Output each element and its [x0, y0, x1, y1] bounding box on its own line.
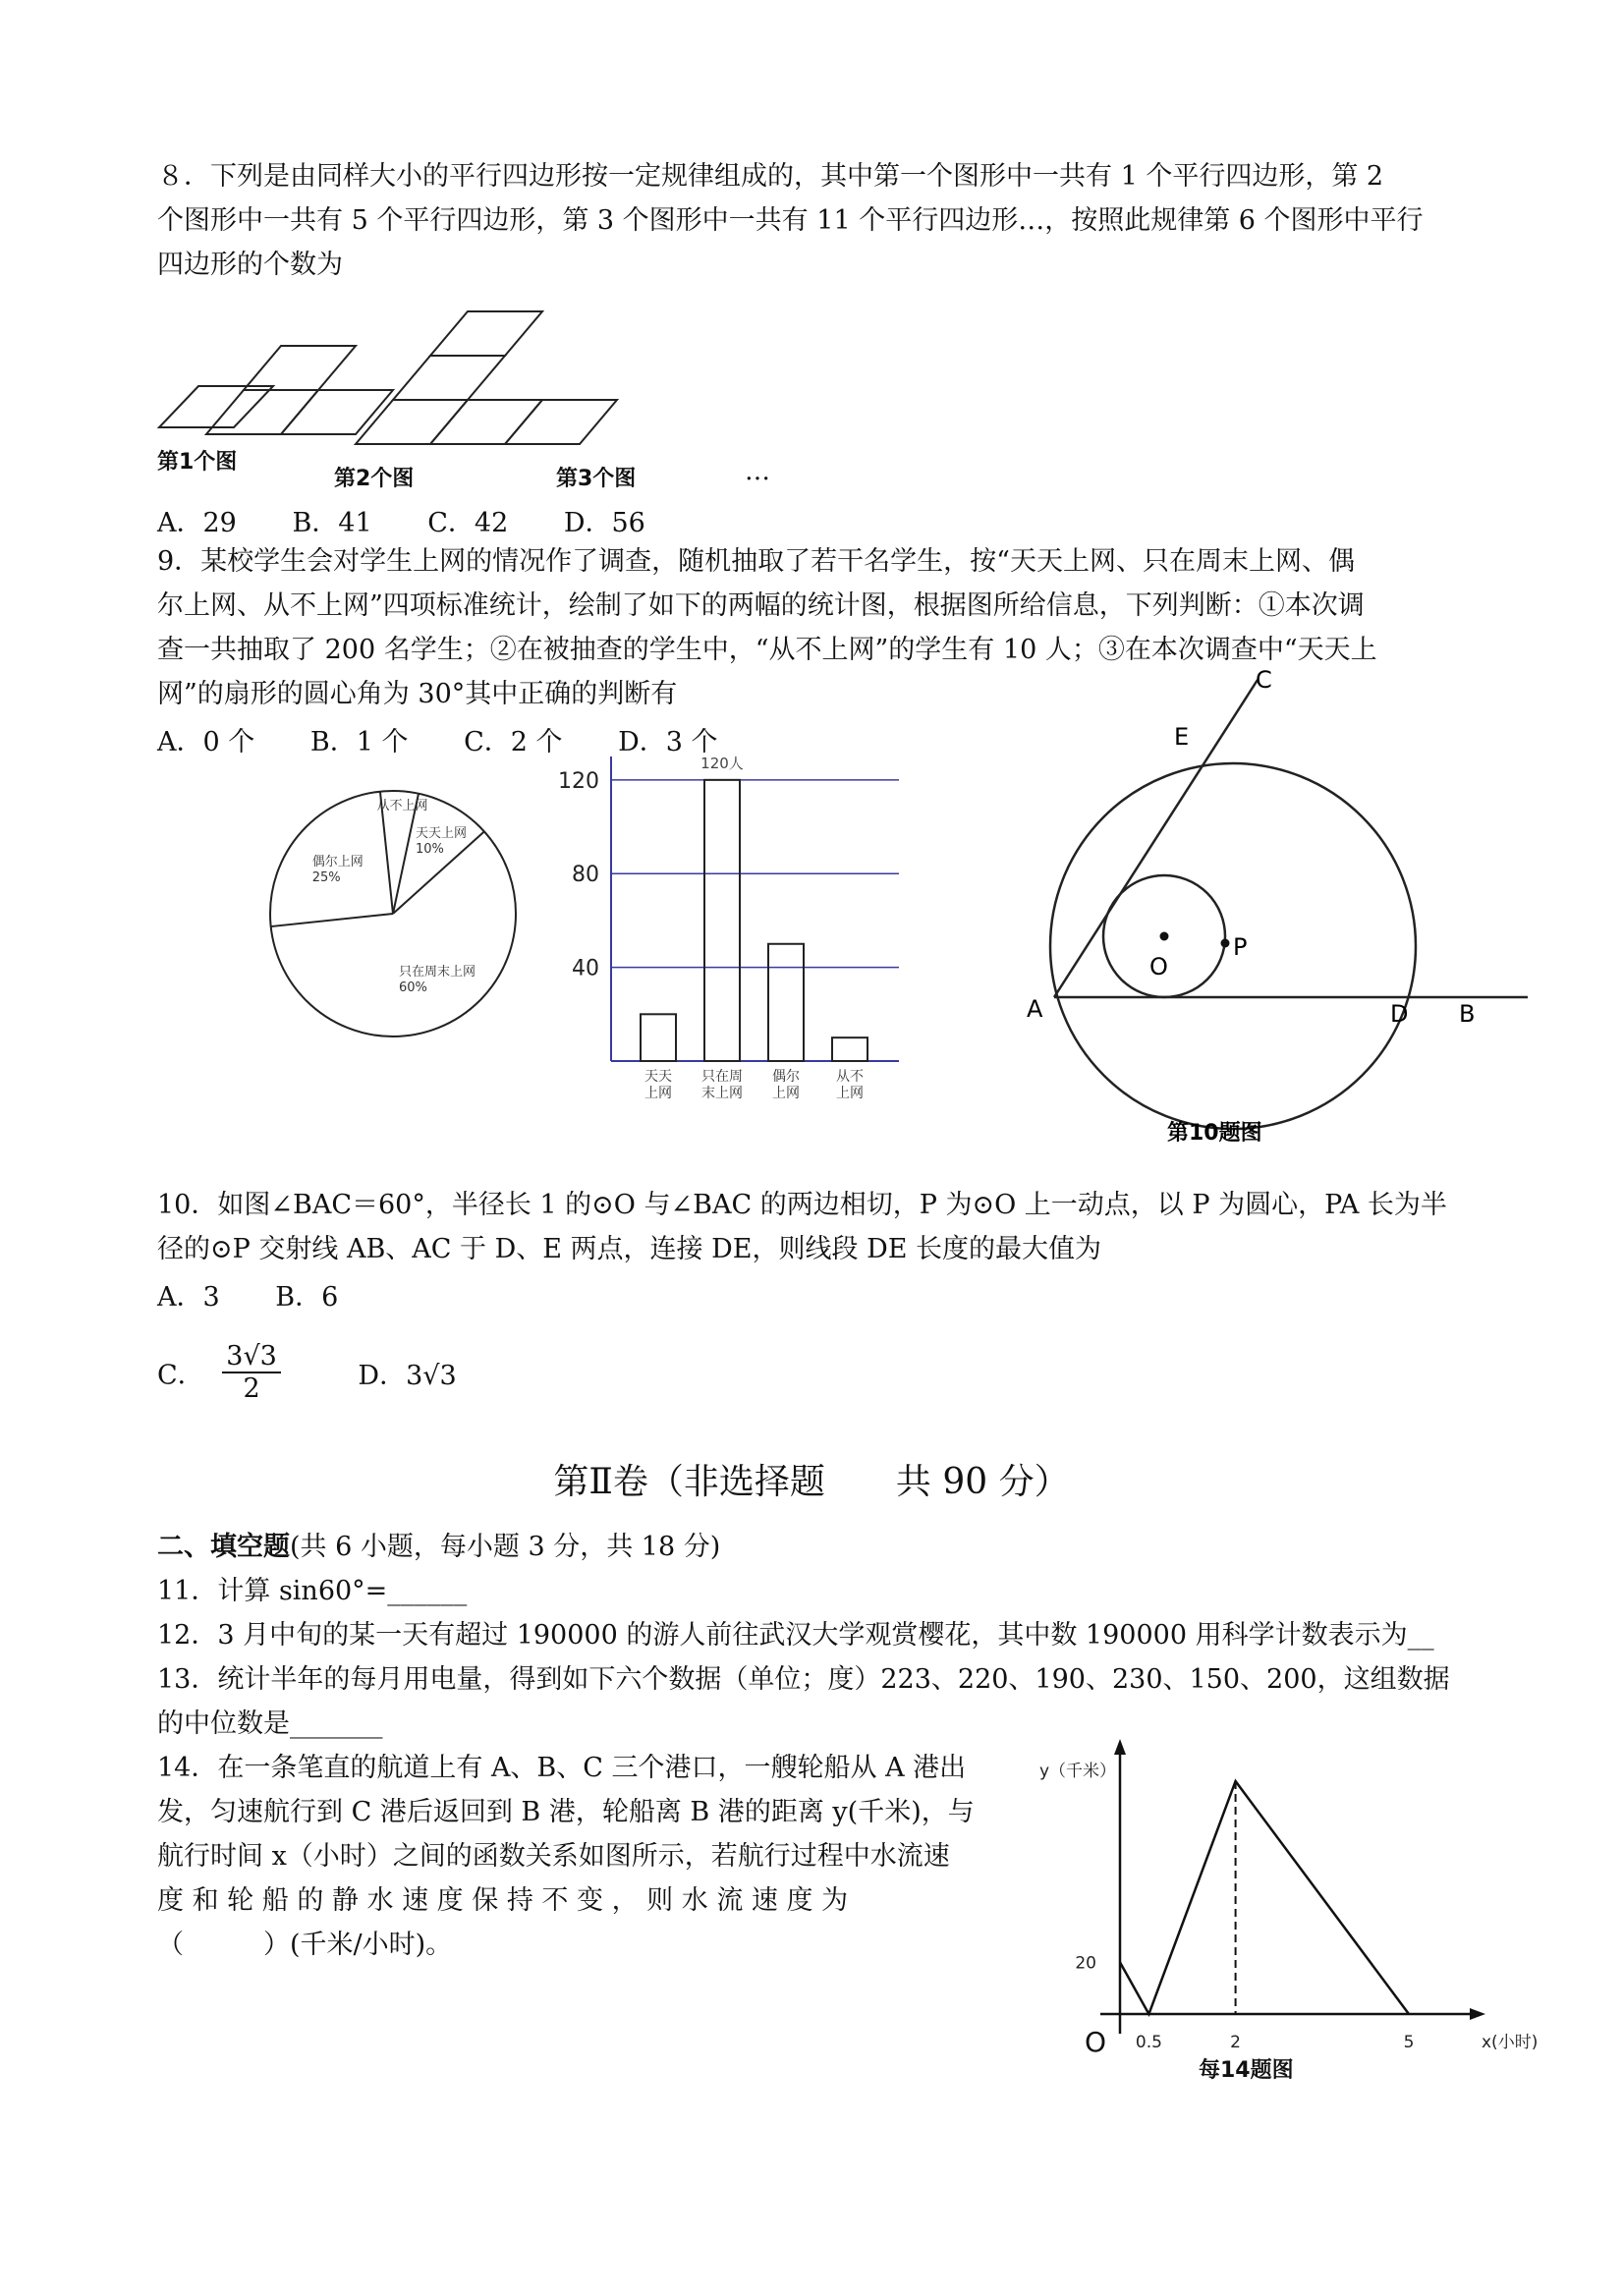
pie-value-1: 60% — [398, 980, 427, 995]
q8-parallelogram-figures — [147, 280, 786, 506]
label-b: B — [1459, 1000, 1476, 1028]
q14-line-2: 发，匀速航行到 C 港后返回到 B 港，轮船离 B 港的距离 y(千米)，与 — [157, 1797, 975, 1827]
pie-label-3: 从不上网 — [376, 798, 428, 813]
bar-category-label-0: 天天 — [644, 1069, 672, 1085]
section2-heading: 二、填空题 — [157, 1532, 290, 1562]
pie-label-2: 偶尔上网 — [311, 855, 364, 870]
bar-ytick-label: 80 — [572, 863, 599, 888]
label-p: P — [1233, 933, 1248, 961]
bar-category-label-3: 从不 — [836, 1069, 864, 1085]
label-c: C — [1256, 666, 1272, 694]
q9-option-d[interactable]: D．3 个 — [618, 727, 718, 757]
bar-category-label-2: 偶尔 — [772, 1069, 800, 1085]
q10-line-1: 10．如图∠BAC＝60°，半径长 1 的⊙O 与∠BAC 的两边相切，P 为⊙O 上一动点，以 P 为圆心，PA 长为半 — [157, 1190, 1447, 1220]
q9-option-c[interactable]: C．2 个 — [464, 727, 563, 757]
bar-1 — [704, 780, 740, 1061]
q10-option-a[interactable]: A．3 — [157, 1282, 220, 1313]
q14-line-3: 航行时间 x（小时）之间的函数关系如图所示，若航行过程中水流速 — [157, 1841, 950, 1872]
q8-option-c[interactable]: C．42 — [427, 508, 509, 538]
line-ytick-label: 20 — [1075, 1953, 1096, 1974]
center-o-dot — [1160, 932, 1169, 941]
bar-category-label-2: 上网 — [772, 1086, 800, 1101]
q14-graph — [1022, 1729, 1539, 2102]
line-xtick-label: 5 — [1403, 2033, 1415, 2052]
q13-line-2: 的中位数是_______ — [157, 1708, 383, 1739]
q14-line-5: （ ）(千米/小时)。 — [157, 1930, 453, 1960]
q14-line-1: 14．在一条笔直的航道上有 A、B、C 三个港口，一艘轮船从 A 港出 — [157, 1753, 967, 1783]
q9-line-3: 查一共抽取了 200 名学生；②在被抽查的学生中，“从不上网”的学生有 10 人；③在本次调查中“天天上 — [157, 635, 1377, 665]
frac-denominator: 2 — [243, 1373, 260, 1404]
q9-line-1: 9．某校学生会对学生上网的情况作了调查，随机抽取了若干名学生，按“天天上网、只在周末上网、偶 — [157, 546, 1355, 577]
bar-value-label: 120人 — [700, 754, 744, 772]
q10-options-cd — [157, 1341, 457, 1404]
line-xtick-label: 2 — [1230, 2033, 1242, 2052]
x-axis-label: x(小时) — [1482, 2033, 1539, 2052]
bar-0 — [641, 1014, 676, 1061]
q10-option-b[interactable]: B．6 — [275, 1282, 339, 1313]
fig2-label: 第2个图 — [334, 467, 415, 491]
section2-header — [157, 1526, 1483, 1569]
y-axis-label: y（千米） — [1039, 1762, 1117, 1781]
point-p-dot — [1221, 939, 1230, 948]
q9-line-4: 网”的扇形的圆心角为 30°其中正确的判断有 — [157, 679, 678, 709]
q8-options — [157, 501, 693, 539]
q9-line-2: 尔上网、从不上网”四项标准统计，绘制了如下的两幅的统计图，根据图所给信息，下列判断：①本次调 — [157, 590, 1365, 621]
label-d: D — [1390, 1000, 1409, 1028]
q8-option-a[interactable]: A．29 — [157, 508, 237, 538]
line-xtick-label: 0.5 — [1135, 2033, 1162, 2052]
bar-2 — [768, 944, 804, 1061]
q9-option-a[interactable]: A．0 个 — [157, 727, 255, 757]
q10-option-c-fraction — [222, 1341, 281, 1404]
line-series — [1120, 1781, 1409, 2014]
q14-line-4: 度 和 轮 船 的 静 水 速 度 保 持 不 变 ， 则 水 流 速 度 为 — [157, 1885, 849, 1916]
bar-ytick-label: 40 — [572, 956, 599, 981]
pie-label-1: 只在周末上网 — [398, 964, 476, 980]
y-axis-arrow — [1114, 1739, 1126, 1755]
fig3-label: 第3个图 — [556, 467, 637, 491]
q11-text: 11．计算 sin60°=______ — [157, 1576, 468, 1606]
fig1-label: 第1个图 — [157, 450, 238, 475]
q8-option-b[interactable]: B．41 — [292, 508, 372, 538]
bar-3 — [832, 1037, 867, 1061]
q8-line-3: 四边形的个数为 — [157, 250, 343, 280]
ellipsis-label: … — [745, 457, 770, 486]
fig2-para-c — [244, 346, 356, 390]
part2-title: 第Ⅱ卷（非选择题 共 90 分） — [553, 1462, 1070, 1502]
pie-value-2: 25% — [311, 870, 341, 886]
q8-option-d[interactable]: D．56 — [563, 508, 645, 538]
pie-slice-boundary — [271, 914, 393, 926]
fig10-geometry — [1012, 658, 1542, 1169]
bar-chart — [550, 747, 914, 1120]
fig10-caption: 第10题图 — [1167, 1121, 1262, 1146]
q13-line-1: 13．统计半年的每月用电量，得到如下六个数据（单位；度）223、220、190、230、150、200，这组数据 — [157, 1664, 1450, 1695]
fig2-para-b — [281, 390, 393, 434]
q12-text: 12．3 月中旬的某一天有超过 190000 的游人前往武汉大学观赏樱花，其中数 190000 用科学计数表示为__ — [157, 1620, 1434, 1651]
bar-category-label-1: 只在周 — [701, 1069, 743, 1085]
bar-category-label-0: 上网 — [644, 1086, 672, 1101]
q10-options-ab — [157, 1275, 385, 1314]
q10-line-2: 径的⊙P 交射线 AB、AC 于 D、E 两点，连接 DE，则线段 DE 长度的最大值为 — [157, 1234, 1102, 1264]
q9-option-b[interactable]: B．1 个 — [309, 727, 409, 757]
label-o: O — [1149, 953, 1168, 980]
fig3-para-a — [356, 400, 468, 444]
frac-numerator: 3√3 — [222, 1341, 281, 1373]
q8-line-2: 个图形中一共有 5 个平行四边形，第 3 个图形中一共有 11 个平行四边形…，按照此规律第 6 个图形中平行 — [157, 205, 1424, 236]
origin-label: O — [1085, 2026, 1107, 2058]
pie-value-0: 10% — [416, 842, 444, 858]
fig3-para-e — [430, 311, 542, 356]
x-axis-arrow — [1470, 2008, 1485, 2020]
graph-caption: 每14题图 — [1199, 2058, 1294, 2083]
fig3-para-d — [393, 356, 505, 400]
bar-ytick-label: 120 — [558, 768, 599, 794]
pie-chart — [251, 766, 535, 1061]
pie-label-0: 天天上网 — [416, 826, 468, 842]
section2-desc: (共 6 小题，每小题 3 分，共 18 分) — [290, 1532, 721, 1562]
bar-category-label-3: 上网 — [836, 1086, 864, 1101]
fig3-para-b — [430, 400, 542, 444]
bar-category-label-1: 末上网 — [701, 1086, 743, 1101]
q10-option-c-prefix[interactable]: C． — [157, 1360, 204, 1391]
q8-line-1: ８．下列是由同样大小的平行四边形按一定规律组成的，其中第一个图形中一共有 1 个平行四边形，第 2 — [157, 161, 1384, 192]
label-a: A — [1027, 995, 1043, 1023]
label-e: E — [1174, 723, 1190, 751]
q10-option-d[interactable]: D．3√3 — [358, 1360, 457, 1391]
fig3-para-c — [505, 400, 617, 444]
